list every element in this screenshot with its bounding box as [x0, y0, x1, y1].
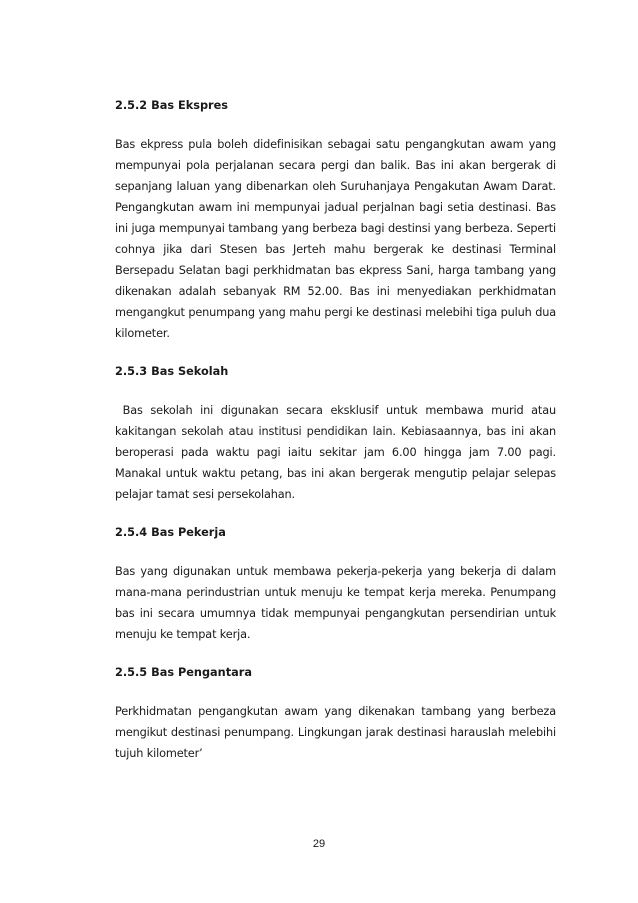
section-heading-bas-ekspres: 2.5.2 Bas Ekspres	[115, 99, 228, 112]
section-heading-bas-pekerja: 2.5.4 Bas Pekerja	[115, 526, 226, 539]
paragraph-bas-ekspres: Bas ekpress pula boleh didefinisikan sebagai satu pengangkutan awam yang mempunyai pola perjalanan secara pergi dan balik. Bas ini akan bergerak di sepanjang laluan yang dibenarkan oleh Suruhanjaya Pengakutan Awam Darat. Pengangkutan awam ini mempunyai jadual perjalnan bagi setia destinasi. Bas ini juga mempunyai tambang yang berbeza bagi destinsi yang berbeza. Seperti cohnya jika dari Stesen bas Jerteh mahu bergerak ke destinasi Terminal Bersepadu Selatan bagi perkhidmatan bas ekpress Sani, harga tambang yang dikenakan adalah sebanyak RM 52.00. Bas ini menyediakan perkhidmatan mengangkut penumpang yang mahu pergi ke destinasi melebihi tiga puluh dua kilometer.	[115, 138, 556, 340]
page-number: 29	[312, 838, 326, 850]
section-heading-bas-sekolah: 2.5.3 Bas Sekolah	[115, 365, 229, 378]
paragraph-bas-sekolah: Bas sekolah ini digunakan secara eksklusif untuk membawa murid atau kakitangan sekolah atau institusi pendidikan lain. Kebiasaannya, bas ini akan beroperasi pada waktu pagi iaitu sekitar jam 6.00 hingga jam 7.00 pagi. Manakal untuk waktu petang, bas ini akan bergerak mengutip pelajar selepas pelajar tamat sesi persekolahan.	[115, 404, 560, 501]
paragraph-bas-pekerja: Bas yang digunakan untuk membawa pekerja-pekerja yang bekerja di dalam mana-mana perindustrian untuk menuju ke tempat kerja mereka. Penumpang bas ini secara umumnya tidak mempunyai pengangkutan persendirian untuk menuju ke tempat kerja.	[115, 565, 556, 641]
paragraph-bas-pengantara: Perkhidmatan pengangkutan awam yang dikenakan tambang yang berbeza mengikut destinasi penumpang. Lingkungan jarak destinasi harauslah melebihi tujuh kilometer’	[115, 705, 556, 760]
page-content	[115, 96, 560, 764]
section-heading-bas-pengantara: 2.5.5 Bas Pengantara	[115, 666, 252, 679]
